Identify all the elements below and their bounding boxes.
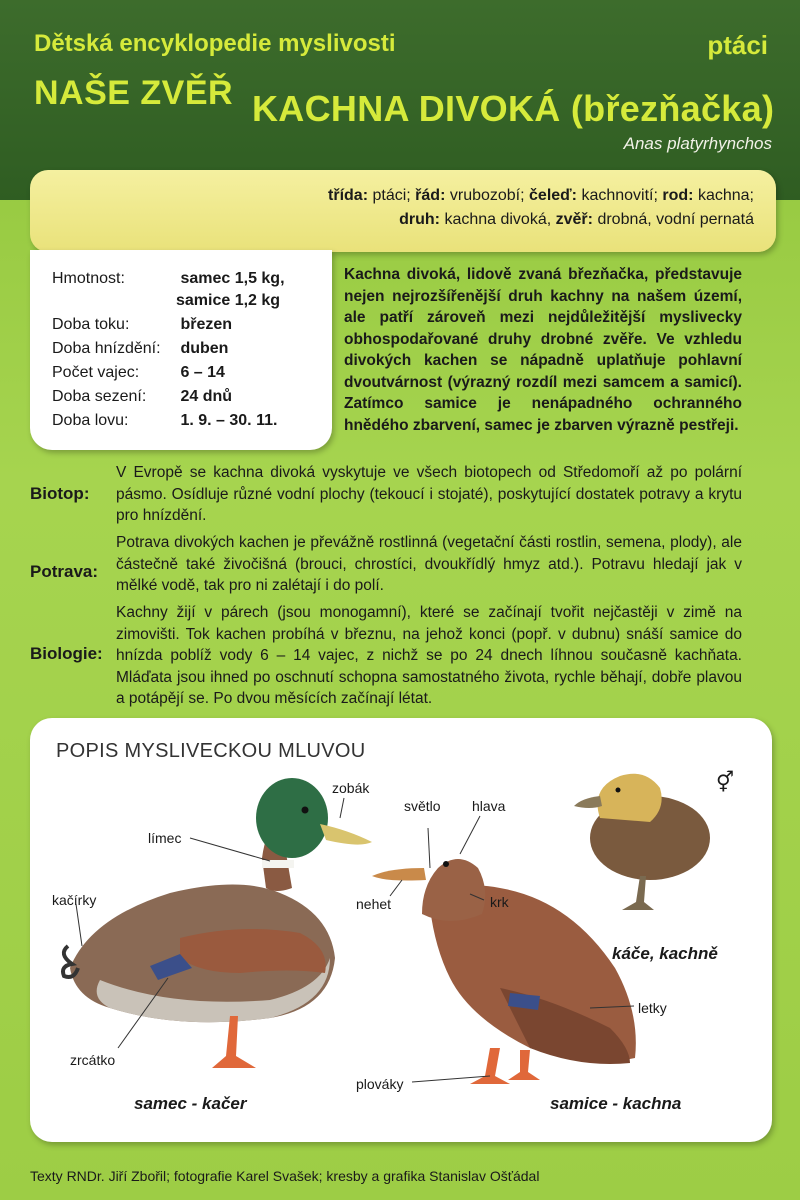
rod-label: rod: <box>662 187 694 204</box>
page-title: KACHNA DIVOKÁ (březňačka) <box>252 88 775 129</box>
taxonomy-line-1 <box>30 184 754 208</box>
label-zobak: zobák <box>332 780 370 796</box>
trida-value: ptáci; <box>372 187 411 204</box>
potrava-label: Potrava: <box>30 562 99 581</box>
zver-label: zvěř: <box>555 211 593 228</box>
label-letky: letky <box>638 1000 667 1016</box>
fact-row <box>52 412 277 430</box>
drake-drawing <box>63 778 372 1068</box>
taxonomy-band <box>30 170 776 252</box>
label-krk: krk <box>490 894 509 910</box>
label-zrcatko: zrcátko <box>70 1052 116 1068</box>
druh-label: druh: <box>399 211 440 228</box>
fact-row <box>52 316 232 334</box>
label-plovaky: plováky <box>356 1076 404 1092</box>
caption-young: káče, kachně <box>612 944 718 963</box>
druh-value: kachna divoká, <box>444 211 552 228</box>
intro-paragraph: Kachna divoká, lidově zvaná březňačka, představuje nejen nejrozšířenější druh kachny na našem území, ale patří zároveň mezi nejdůležitější myslivecky obhospodařované druhy drobné zvěře. Ve vzhledu divokých kachen se nápadně uplatňuje pohlavní dvoutvárnost (výrazný rozdíl mezi samcem a samicí). Zatímco samice je nenápadného ochranného hnědého zbarvení, samec je zbarven výrazně pestřeji. <box>344 266 742 434</box>
hermaphrodite-symbol: ⚥ <box>716 772 735 794</box>
duckling-drawing <box>574 774 710 910</box>
illustration-panel <box>30 718 772 1142</box>
biologie-label: Biologie: <box>30 644 103 663</box>
fact-value: samec 1,5 kg, <box>180 270 285 287</box>
category-label: ptáci <box>707 30 768 60</box>
caption-male: samec - kačer <box>134 1094 247 1113</box>
fact-value: duben <box>180 340 229 357</box>
fact-label: Doba sezení: <box>52 388 147 405</box>
fact-row <box>52 270 285 288</box>
label-hlava: hlava <box>472 798 506 814</box>
fact-label: Doba toku: <box>52 316 130 333</box>
fact-label: Hmotnost: <box>52 270 125 287</box>
label-kacirky: kačírky <box>52 892 97 908</box>
fact-value: 24 dnů <box>180 388 233 405</box>
caption-female: samice - kachna <box>550 1094 682 1113</box>
section-title: NAŠE ZVĚŘ <box>34 74 234 112</box>
rad-value: vrubozobí; <box>449 187 525 204</box>
label-nehet: nehet <box>356 896 392 912</box>
facts-card <box>30 250 332 450</box>
rad-label: řád: <box>415 187 446 204</box>
label-limec: límec <box>148 830 182 846</box>
taxonomy-line-2 <box>30 208 754 232</box>
fact-label: Počet vajec: <box>52 364 140 381</box>
label-svetlo: světlo <box>404 798 441 814</box>
hen-drawing <box>372 859 636 1084</box>
illustration-title: POPIS MYSLIVECKOU MLUVOU <box>56 740 366 762</box>
trida-label: třída: <box>328 187 369 204</box>
fact-value: březen <box>180 316 233 333</box>
biotop-text: V Evropě se kachna divoká vyskytuje ve všech biotopech od Středomoří až po polární pásmo. Osídluje různé vodní plochy (tekoucí i stojaté), poskytující dostatek potravy a krytu pro hnízdění. <box>116 464 742 524</box>
latin-name: Anas platyrhynchos <box>623 134 772 153</box>
fact-row <box>52 364 225 382</box>
rod-value: kachna; <box>697 187 754 204</box>
fact-label: Doba lovu: <box>52 412 129 429</box>
biotop-label: Biotop: <box>30 484 90 503</box>
credits-line: Texty RNDr. Jiří Zbořil; fotografie Karel Svašek; kresby a grafika Stanislav Ošťádal <box>30 1168 540 1184</box>
biologie-text: Kachny žijí v párech (jsou monogamní), které se začínají tvořit nejčastěji v zimě na zimovišti. Tok kachen probíhá v březnu, na jehož konci (popř. v dubnu) snáší samice do hnízda poblíž vody 6 – 14 vajec, z nichž se po 24 dnech líhnou současně kachňata. Mláďata jsou ihned po oschnutí schopna samostatného života, rychle běhají, dobře plavou a potápějí se. Po dvou měsících začínají létat. <box>116 604 742 707</box>
fact-label: Doba hnízdění: <box>52 340 161 357</box>
fact-row <box>52 340 228 358</box>
fact-value-secondary: samice 1,2 kg <box>176 292 281 309</box>
fact-row <box>52 388 232 406</box>
series-title: Dětská encyklopedie myslivosti <box>34 30 396 57</box>
celed-value: kachnovití; <box>581 187 658 204</box>
fact-value: 1. 9. – 30. 11. <box>180 412 278 429</box>
celed-label: čeleď: <box>529 187 577 204</box>
potrava-text: Potrava divokých kachen je převážně rostlinná (vegetační části rostlin, semena, plody), ale částečně také živočišná (brouci, chrostíci, dvoukřídlý hmyz atd.). Potravu hledají jak v mělké vodě, tak pro ni zalétají i do polí. <box>116 534 742 594</box>
fact-value: 6 – 14 <box>180 364 225 381</box>
zver-value: drobná, vodní pernatá <box>597 211 754 228</box>
